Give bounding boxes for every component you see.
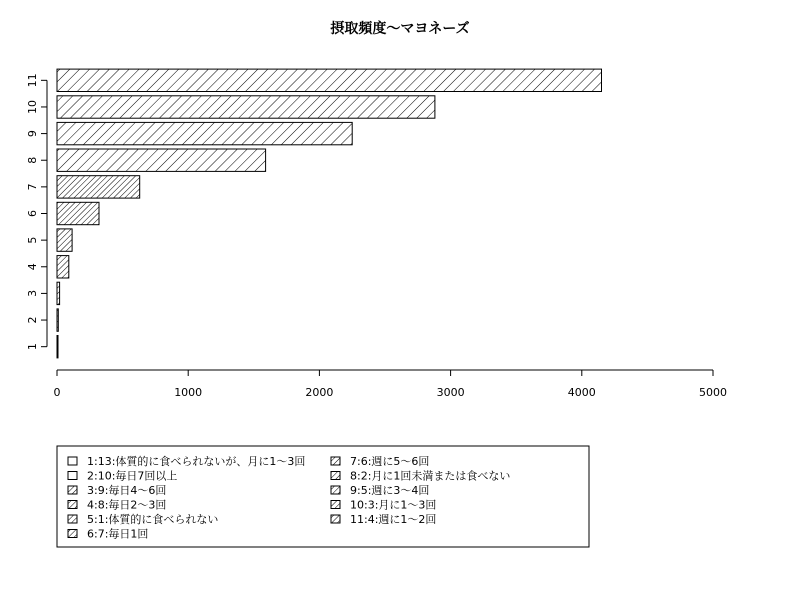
- y-tick-label: 1: [26, 343, 39, 351]
- x-tick-label: 2000: [305, 386, 334, 399]
- legend-label: 4:8:毎日2〜3回: [87, 498, 167, 512]
- legend-label: 6:7:毎日1回: [87, 527, 149, 541]
- x-tick-label: 0: [53, 386, 61, 399]
- legend-swatch: [331, 515, 340, 523]
- x-axis: [54, 370, 728, 399]
- y-tick-label: 10: [26, 99, 39, 114]
- legend-label: 5:1:体質的に食べられない: [87, 513, 219, 526]
- bar-1: [57, 336, 58, 358]
- legend-label: 2:10:毎日7回以上: [87, 469, 178, 483]
- y-tick-label: 2: [26, 316, 39, 324]
- legend: [57, 446, 589, 547]
- x-tick-label: 3000: [436, 386, 465, 399]
- bar-3: [57, 282, 60, 304]
- y-axis: [26, 73, 47, 350]
- bar-5: [57, 229, 72, 251]
- legend-swatch: [331, 472, 340, 480]
- legend-label: 3:9:毎日4〜6回: [87, 484, 167, 497]
- legend-swatch: [68, 472, 77, 480]
- bar-10: [57, 96, 435, 118]
- y-tick-label: 9: [26, 130, 39, 138]
- legend-swatch: [331, 486, 340, 494]
- legend-swatch: [68, 486, 77, 494]
- legend-label: 11:4:週に1〜2回: [350, 513, 437, 526]
- y-tick-label: 6: [26, 210, 39, 217]
- bar-group: [57, 69, 602, 358]
- bar-6: [57, 202, 99, 224]
- legend-label: 1:13:体質的に食べられないが、月に1〜3回: [87, 455, 306, 468]
- legend-swatch: [68, 530, 77, 538]
- legend-swatch: [68, 515, 77, 523]
- y-tick-label: 8: [26, 156, 39, 164]
- y-tick-label: 3: [26, 289, 39, 297]
- legend-swatch: [68, 501, 77, 509]
- legend-swatch: [68, 457, 77, 465]
- bar-2: [57, 309, 58, 331]
- legend-label: 9:5:週に3〜4回: [350, 484, 430, 497]
- bar-4: [57, 256, 69, 278]
- y-tick-label: 11: [26, 73, 39, 88]
- x-tick-label: 4000: [567, 386, 596, 399]
- bar-7: [57, 176, 140, 198]
- y-tick-label: 7: [26, 183, 39, 191]
- legend-label: 8:2:月に1回未満または食べない: [350, 469, 511, 483]
- legend-swatch: [331, 457, 340, 465]
- bar-9: [57, 122, 352, 144]
- x-tick-label: 5000: [699, 386, 727, 399]
- x-tick-label: 1000: [174, 386, 203, 399]
- bar-11: [57, 69, 602, 91]
- legend-label: 7:6:週に5〜6回: [350, 455, 430, 468]
- y-tick-label: 5: [26, 236, 39, 244]
- chart-title: 摂取頻度〜マヨネーズ: [330, 21, 470, 37]
- y-tick-label: 4: [26, 263, 39, 271]
- bar-8: [57, 149, 266, 171]
- legend-swatch: [331, 501, 340, 509]
- legend-label: 10:3:月に1〜3回: [350, 498, 437, 512]
